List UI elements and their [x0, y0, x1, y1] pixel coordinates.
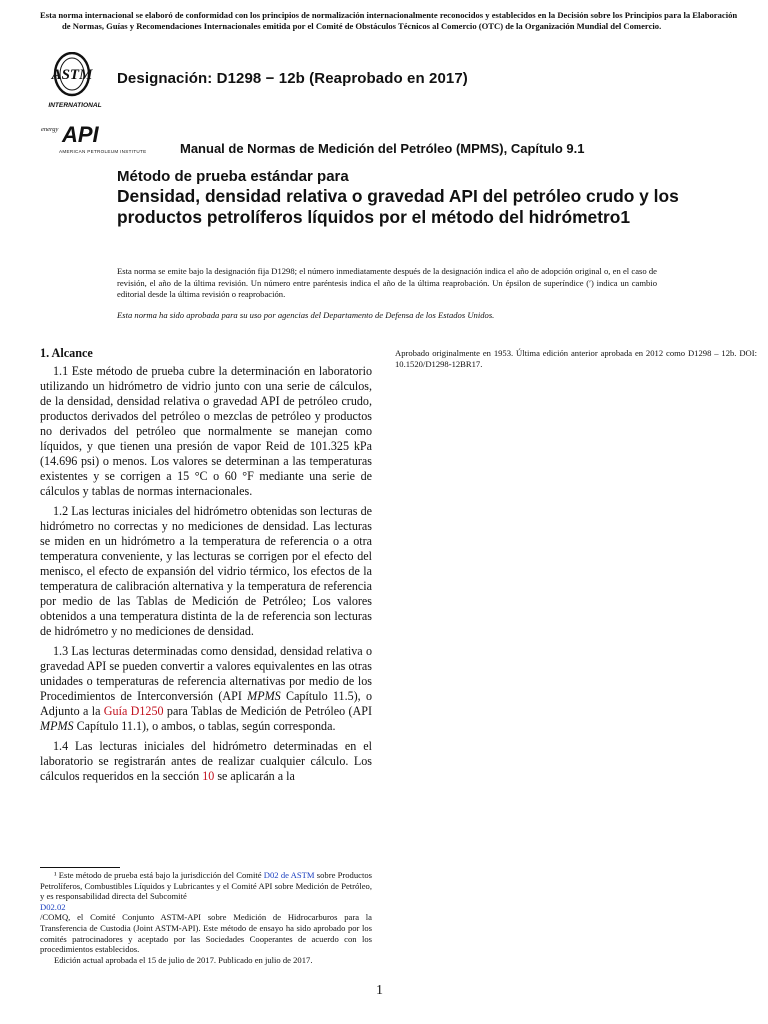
dod-approval-note: Esta norma ha sido aprobada para su uso por agencias del Departamento de Defensa de los Estados Unidos. — [117, 310, 495, 320]
paragraph-1-3-text-b: Capítulo 11.5), o Adjunto a la — [40, 689, 373, 718]
astm-logo-letters: ASTM — [51, 67, 93, 83]
paragraph-1-4 — [40, 739, 372, 784]
designation-note: Esta norma se emite bajo la designación fija D1298; el número inmediatamente después de la designación indica el año de adopción original o, en el caso de revisión, el año de la última revisión. Un número entre paréntesis indica el año de la última reaprobación. Un épsilon de superíndice (ʹ) indica un cambio editorial desde la última revisión o reaprobación. — [117, 266, 657, 300]
paragraph-1-3 — [40, 644, 372, 734]
footnote-text-b: sobre Productos Petrolíferos, Combustibles Líquidos y Lubricantes y el Comité API sobre Medición de Petróleo, y es responsabilidad directa del Subcomité — [40, 870, 372, 902]
title-prefix: Método de prueba estándar para — [117, 168, 349, 185]
footnote-text-c: /COMQ, el Comité Conjunto ASTM-API sobre Medición de Hidrocarburos para la Transferencia de Custodia (Joint ASTM-API). Este método de ensayo ha sido aprobado por los comités patrocinadores y aceptado por las Sociedades Cooperantes de acuerdo con los procedimientos establecidos. — [40, 912, 372, 955]
api-logo-mark: API — [62, 122, 99, 147]
subcommittee-d0202-link[interactable]: D02.02 — [40, 901, 66, 912]
mpms-italic: MPMS — [247, 689, 281, 703]
wto-notice — [40, 10, 740, 31]
paragraph-1-3-text-c: para Tablas de Medición de Petróleo (API — [163, 704, 372, 718]
astm-logo — [42, 52, 108, 110]
committee-d02-link[interactable]: D02 de ASTM — [263, 870, 315, 880]
api-logo-energy: energy — [41, 126, 59, 133]
document-title — [117, 167, 717, 228]
api-logo-sub: AMERICAN PETROLEUM INSTITUTE — [59, 149, 147, 154]
paragraph-1-2: 1.2 Las lecturas iniciales del hidrómetro obtenidas son lecturas de hidrómetro no correctas y no mediciones de densidad. Las lecturas se miden en un hidrómetro a la temperatura de referencia o a otra temperatura conveniente, y las lecturas se corrigen por el efecto del menisco, el efecto de expansión del vidrio térmico, los efectos de la temperatura de calibración alternativa y la temperatura de referencia por medio de las Tablas de Medición de Petróleo; Los valores obtenidos a una temperatura distinta de la de referencia son lecturas de hidrómetro y no mediciones de densidad. — [40, 504, 372, 638]
footnote-divider — [40, 867, 120, 868]
api-logo — [40, 120, 172, 156]
page-number: 1 — [376, 983, 383, 998]
main-column — [40, 346, 372, 789]
designation: Designación: D1298 − 12b (Reaprobado en 2017) — [117, 70, 468, 87]
paragraph-1-4-text-a: 1.4 Las lecturas iniciales del hidrómetro determinadas en el laboratorio se registrarán antes de realizar cualquier cálculo. Los cálculos requeridos en la sección — [40, 739, 372, 783]
guide-d1250-link[interactable]: Guía D1250 — [103, 704, 164, 718]
paragraph-1-3-text-d: Capítulo 11.1), o ambos, o tablas, según corresponda. — [73, 719, 336, 733]
footnote — [40, 870, 372, 965]
footnote-text-a: ¹ Este método de prueba está bajo la jurisdicción del Comité — [54, 870, 264, 880]
paragraph-1-1: 1.1 Este método de prueba cubre la determinación en laboratorio utilizando un hidrómetro de vidrio junto con una serie de cálculos, de la densidad, densidad relativa o gravedad API de petróleo crudo, productos derivados del petróleo o mezclas de petróleo y productos no derivados del petróleo que normalmente se manejan como líquidos, y que tienen una presión de vapor Reid de 101.325 kPa (14.696 psi) o menos. Los valores se determinan a las temperaturas existentes y se corrigen a 15 °C o 60 °F mediante una serie de cálculos y tablas de normas internacionales. — [40, 364, 372, 498]
mpms-italic: MPMS — [40, 719, 74, 733]
astm-logo-sub: INTERNATIONAL — [48, 102, 102, 109]
section-heading-scope: 1. Alcance — [40, 346, 93, 360]
wto-notice-text: Esta norma internacional se elaboró de conformidad con los principios de normalización internacionalmente reconocidos y establecidos en la Decisión sobre los Principios para la Elaboración de Normas, Guías y Recomendaciones Internacionales emitida por el Comité de Obstáculos Técnicos al Comercio (OTC) de la Organización Mundial del Comercio. — [40, 10, 738, 31]
footnote-edition: Edición actual aprobada el 15 de julio de 2017. Publicado en julio de 2017. — [54, 954, 313, 965]
paragraph-1-3-text-a: 1.3 Las lecturas determinadas como densidad, densidad relativa o gravedad API se pueden convertir a valores equivalentes en las otras unidades o temperaturas de referencia alternativas por medio de los Procedimientos de Interconversión (API — [40, 644, 372, 703]
paragraph-1-4-text-b: se aplicarán a la — [214, 769, 295, 783]
title-main: Densidad, densidad relativa o gravedad API del petróleo crudo y los productos petrolíferos líquidos por el método del hidrómetro1 — [117, 186, 679, 227]
mpms-manual-line: Manual de Normas de Medición del Petróleo (MPMS), Capítulo 9.1 — [180, 141, 585, 156]
section-10-link[interactable]: 10 — [202, 769, 215, 783]
approval-history-note: Aprobado originalmente en 1953. Última edición anterior aprobada en 2012 como D1298 – 12b. DOI: 10.1520/D1298-12BR17. — [395, 348, 757, 370]
footnote-paragraph — [40, 870, 372, 955]
